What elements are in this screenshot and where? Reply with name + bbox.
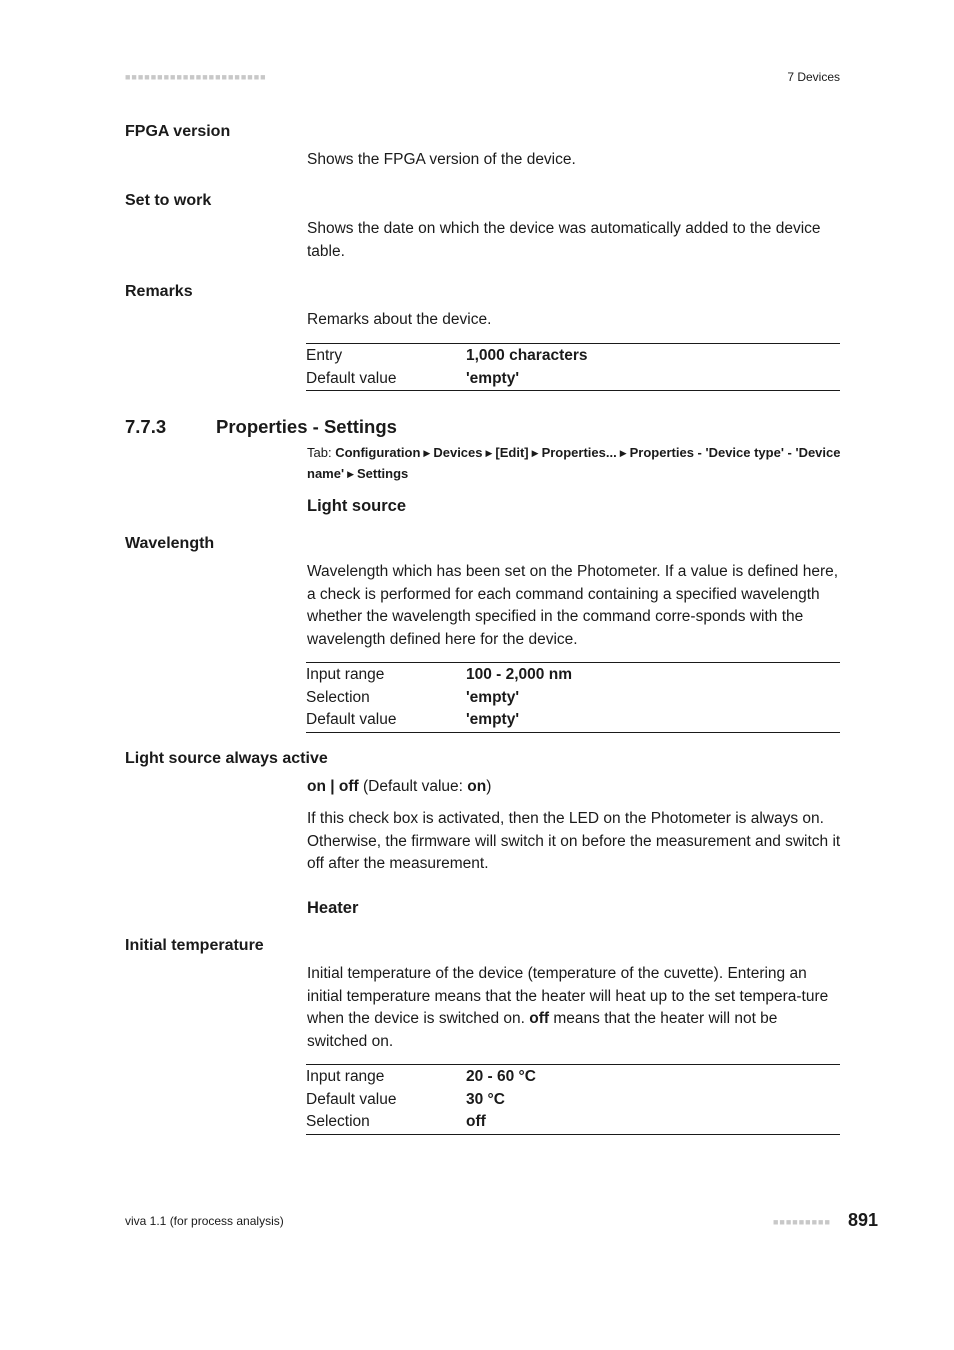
arrow-right-icon: ▶ [347, 469, 354, 479]
default-value: on [467, 778, 487, 795]
arrow-right-icon: ▶ [531, 448, 539, 458]
arrow-right-icon: ▶ [423, 448, 431, 458]
initial-temperature-text [307, 963, 842, 1054]
table-row [306, 1111, 840, 1134]
table-row [306, 345, 840, 368]
tab-path-step: Properties... [541, 445, 617, 460]
arrow-right-icon: ▶ [485, 448, 493, 458]
wavelength-properties-table [306, 662, 840, 733]
table-value: 1,000 characters [466, 347, 588, 365]
table-row [306, 1089, 840, 1112]
tab-path-step: Configuration [335, 445, 421, 460]
table-key: Entry [306, 347, 343, 365]
light-source-heading: Light source [307, 497, 407, 515]
table-key: Input range [306, 1068, 385, 1086]
default-prefix: (Default value: [363, 778, 468, 795]
table-value: 30 °C [466, 1090, 505, 1108]
table-row [306, 1066, 840, 1089]
table-value: 'empty' [466, 711, 520, 729]
table-row [306, 687, 840, 710]
text-part: Initial temperature of the device (temperature of the cuvette). Entering an initial temperature means that the heater will heat up to the set tempera-ture when the device is switched on. [307, 965, 829, 1028]
table-key: Default value [306, 369, 397, 387]
table-key: Default value [306, 1090, 397, 1108]
wavelength-label: Wavelength [125, 535, 215, 552]
fpga-version-label: FPGA version [125, 123, 231, 140]
wavelength-text: Wavelength which has been set on the Photometer. If a value is defined here, a check is performed for each command containing a specified wavelength whether the wavelength specified in the command corre-sponds with the wavelength defined here for the device. [307, 563, 839, 649]
table-key: Selection [306, 1113, 370, 1131]
tab-path-prefix: Tab: [307, 445, 332, 460]
tab-path-step: Devices [433, 445, 483, 460]
remarks-properties-table [306, 343, 840, 391]
text-part: means that the heater will not be switched on. [307, 1010, 778, 1051]
table-row [306, 709, 840, 732]
chapter-title: 7 Devices [787, 70, 840, 84]
fpga-version-text: Shows the FPGA version of the device. [307, 151, 576, 168]
section-heading [125, 416, 397, 438]
arrow-right-icon: ▶ [619, 448, 627, 458]
table-value: 'empty' [466, 369, 520, 387]
option-values: on | off [307, 778, 359, 795]
table-key: Default value [306, 711, 397, 729]
text-bold: off [529, 1010, 550, 1028]
footer-product: viva 1.1 (for process analysis) [125, 1214, 284, 1228]
section-number: 7.7.3 [125, 416, 167, 437]
table-key: Selection [306, 688, 370, 706]
always-active-text: If this check box is activated, then the LED on the Photometer is always on. Otherwise, the firmware will switch it on before the measurement and switch it off after the measurement. [307, 810, 841, 873]
tab-path [307, 443, 842, 485]
table-value: 100 - 2,000 nm [466, 666, 572, 684]
tab-path-step: Properties - 'Device type' - 'Device name' [307, 445, 841, 481]
table-key: Input range [306, 666, 385, 684]
set-to-work-text: Shows the date on which the device was automatically added to the device table. [307, 220, 821, 260]
header-decoration: ■■■■■■■■■■■■■■■■■■■■■■ [125, 72, 267, 82]
section-title: Properties - Settings [216, 416, 397, 437]
table-value: 20 - 60 °C [466, 1068, 536, 1086]
page-number: 891 [847, 1210, 878, 1230]
set-to-work-label: Set to work [125, 192, 212, 209]
heater-heading: Heater [307, 899, 359, 917]
light-source-always-active-label: Light source always active [125, 750, 328, 767]
tab-path-step: Settings [356, 466, 409, 481]
remarks-text: Remarks about the device. [307, 311, 492, 328]
remarks-label: Remarks [125, 283, 193, 300]
table-value: 'empty' [466, 688, 520, 706]
initial-temperature-properties-table [306, 1064, 840, 1135]
footer-decoration: ■■■■■■■■■ [773, 1217, 831, 1227]
tab-path-step: [Edit] [495, 445, 529, 460]
initial-temperature-label: Initial temperature [125, 937, 264, 954]
table-row [306, 368, 840, 391]
table-value: off [466, 1113, 486, 1131]
table-row [306, 664, 840, 687]
always-active-options [307, 776, 842, 799]
default-suffix: ) [486, 778, 492, 795]
